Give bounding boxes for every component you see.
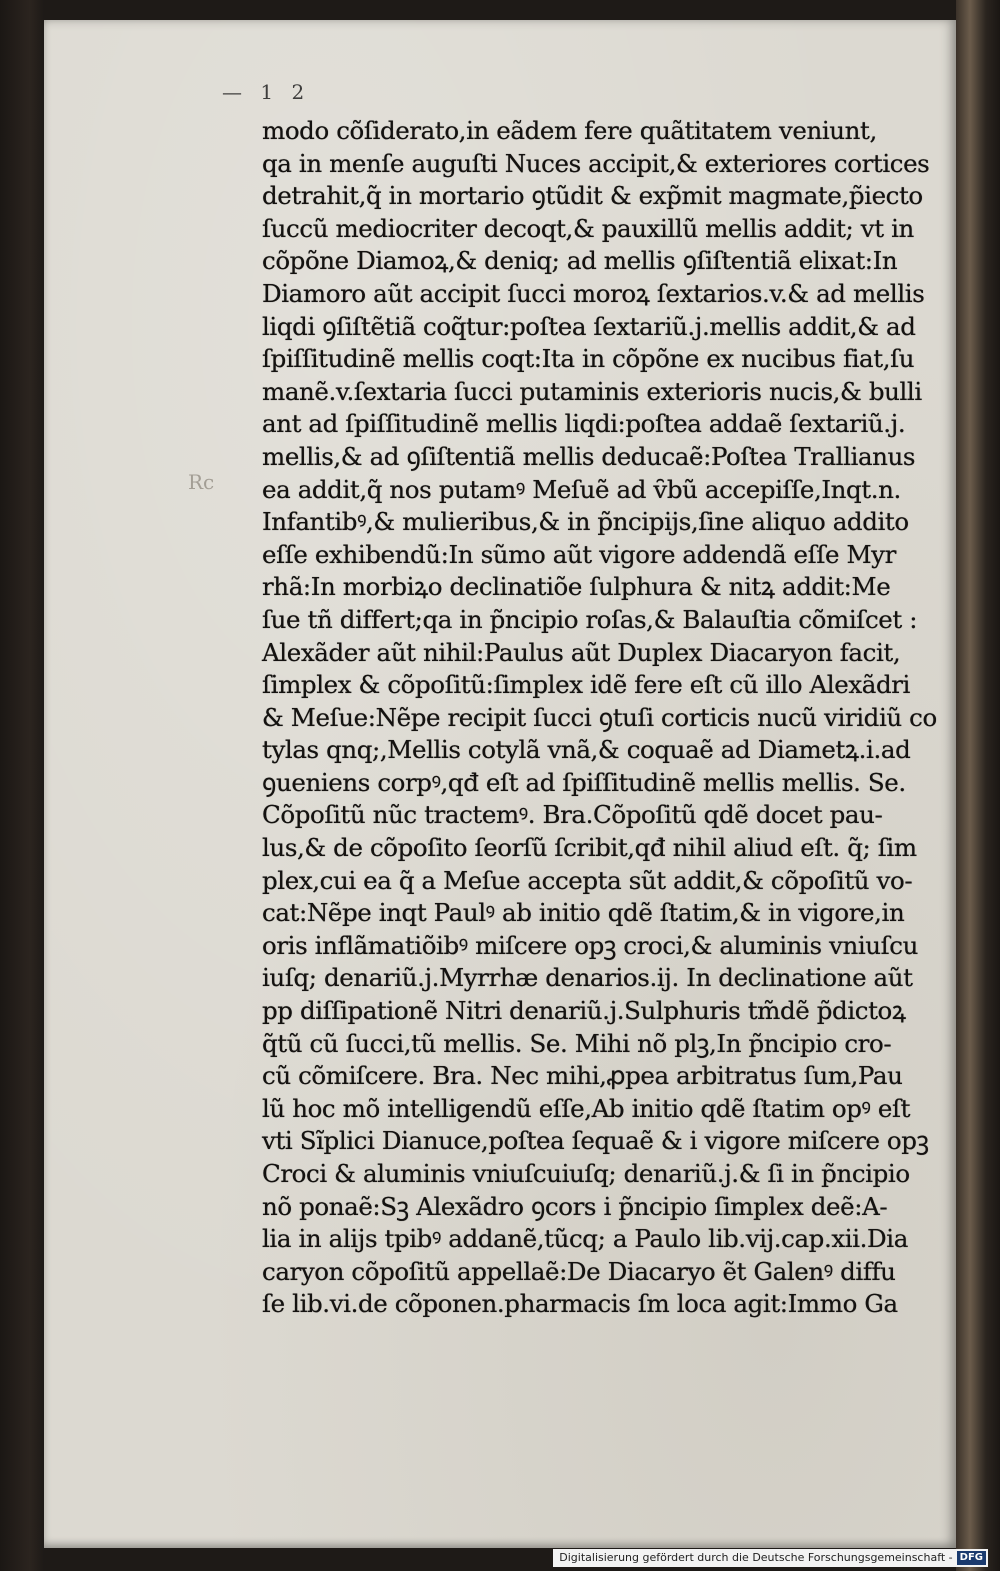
text-line: nõ ponaẽ:Sꝫ Alexãdro ꝯcors i p̃ncipio ſimplex deẽ:A- [262,1191,888,1221]
text-line: eſſe exhibendũ:In sũmo aũt vigore addendã eſſe Myr [262,539,896,569]
text-line: ſuccũ mediocriter decoqt,& pauxillũ mellis addit; vt in [262,213,914,243]
text-line: plex,cui ea q̃ a Meſue accepta sũt addit,& cõpoſitũ vo- [262,865,913,895]
text-line: liqdi ꝯſiſtẽtiã coq̃tur:poſtea ſextariũ.j.mellis addit,& ad [262,311,916,341]
text-line: ea addit,q̃ nos putamꝰ Meſuẽ ad v̑bũ accepiſſe,Inqt.n. [262,474,901,504]
text-line: detrahit,q̃ in mortario ꝯtũdit & exp̃mit magmate,p̃iecto [262,181,923,211]
text-line: caryon cõpoſitũ appellaẽ:De Diacaryo ẽt Galenꝰ diffu [262,1256,896,1286]
text-line: qa in menſe auguſti Nuces accipit,& exteriores cortices [262,148,930,178]
text-line: vti Sĩplici Dianuce,poſtea ſequaẽ & i vigore miſcere opꝫ [262,1126,929,1156]
text-line: Alexãder aũt nihil:Paulus aũt Duplex Diacaryon facit, [262,637,901,667]
text-line: Croci & aluminis vniuſcuiuſq; denariũ.j.& ſi in p̃ncipio [262,1159,910,1188]
digitization-credit [553,1549,988,1567]
text-line: tylas qnq;,Mellis cotylã vnã,& coquaẽ ad Diametꝝ.i.ad [262,735,911,765]
dfg-logo: DFG [957,1551,986,1565]
text-line: Cõpoſitũ nũc tractemꝰ. Bra.Cõpoſitũ qdẽ docet pau- [262,800,883,830]
margin-mark: Rc [188,470,215,494]
text-line: cat:Nẽpe inqt Paulꝰ ab initio qdẽ ſtatim,& in vigore,in [262,898,905,928]
credit-text: Digitalisierung gefördert durch die Deutsche Forschungsgemeinschaft - [559,1551,953,1564]
text-line: rhã:In morbiꝝo declinatiõe ſulphura & nitꝝ addit:Me [262,572,891,602]
text-line: ſe lib.vi.de cõponen.pharmacis ſm loca agit:Immo Ga [262,1289,898,1319]
text-block [262,115,962,1321]
text-line: modo cõſiderato,in eãdem fere quãtitatem veniunt, [262,116,877,145]
text-line: cũ cõmiſcere. Bra. Nec mihi,ꝓpea arbitratus ſum,Pau [262,1061,903,1091]
text-line: ſpiſſitudinẽ mellis coqt:Ita in cõpõne ex nucibus fiat,ſu [262,344,915,374]
text-line: pp diſſipationẽ Nitri denariũ.j.Sulphuris tm̃dẽ p̃dictoꝝ [262,996,906,1026]
text-line: iuſq; denariũ.j.Myrrhæ denarios.ij. In declinatione aũt [262,963,913,993]
text-line: Diamoro aũt accipit ſucci moroꝝ ſextarios.v.& ad mellis [262,278,925,308]
text-line: ꝯueniens corpꝰ,qđ eſt ad ſpiſſitudinẽ mellis mellis. Se. [262,767,906,797]
text-line: ſue tñ differt;qa in p̃ncipio roſas,& Balauſtia cõmiſcet : [262,604,918,634]
text-line: ſimplex & cõpoſitũ:ſimplex idẽ fere eſt cũ illo Alexãdri [262,670,910,700]
folio-number: — 1 2 [222,80,311,104]
text-line: mellis,& ad ꝯſiſtentiã mellis deducaẽ:Poſtea Trallianus [262,441,916,471]
text-line: cõpõne Diamoꝝ,& deniq; ad mellis ꝯſiſtentiã elixat:In [262,246,898,276]
text-line: Infantibꝰ,& mulieribus,& in p̃ncipijs,ſine aliquo addito [262,507,909,537]
book-edge [956,0,1000,1571]
text-line: ant ad ſpiſſitudinẽ mellis liqdi:poſtea addaẽ ſextariũ.j. [262,409,906,439]
text-line: lus,& de cõpoſito ſeorſũ ſcribit,qđ nihil aliud eſt. q̃; ſim [262,833,917,863]
text-line: q̃tũ cũ ſucci,tũ mellis. Se. Mihi nõ plꝫ,In p̃ncipio cro- [262,1028,892,1058]
text-line: & Meſue:Nẽpe recipit ſucci ꝯtuſi corticis nucũ viridiũ co [262,702,937,732]
text-line: lũ hoc mõ intelligendũ eſſe,Ab initio qdẽ ſtatim opꝰ eſt [262,1093,911,1123]
text-line: manẽ.v.ſextaria ſucci putaminis exterioris nucis,& bulli [262,376,922,406]
text-line: oris inflãmatiõibꝰ miſcere opꝫ croci,& aluminis vniuſcu [262,930,919,960]
text-line: lia in alijs tpibꝰ addanẽ,tũcq; a Paulo lib.vij.cap.xii.Dia [262,1224,908,1254]
